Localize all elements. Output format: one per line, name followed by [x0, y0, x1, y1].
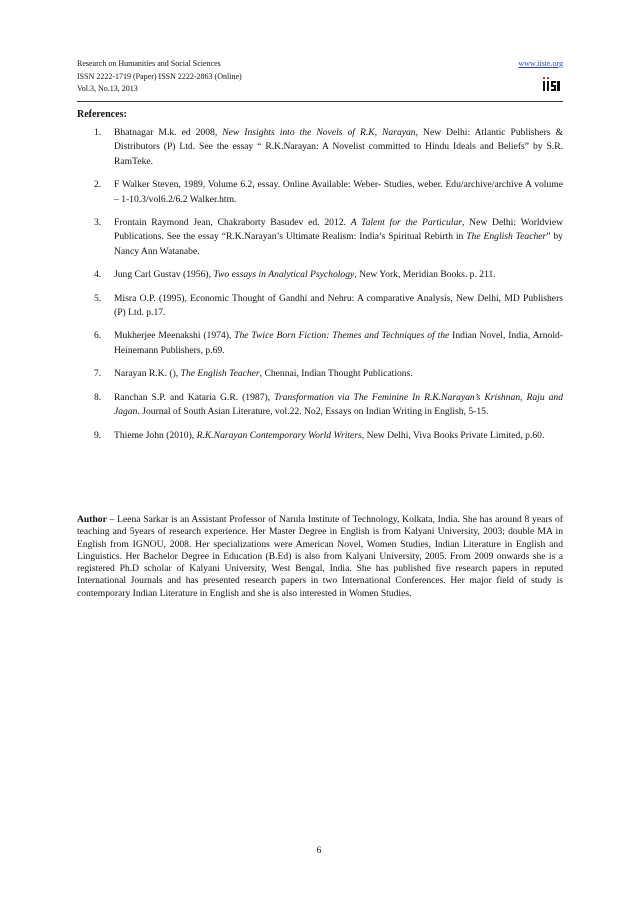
reference-number: 1. [94, 127, 102, 138]
reference-number: 2. [94, 179, 102, 191]
reference-text: Jung Carl Gustav (1956), [114, 269, 214, 281]
reference-item [77, 329, 563, 358]
reference-text: Thieme John (2010), [114, 429, 197, 441]
reference-text: ” by Nancy Ann Watanabe. [114, 231, 563, 257]
reference-number: 6. [94, 330, 102, 342]
reference-text: Narayan R.K. (), [114, 368, 181, 380]
reference-text: , New Delhi: Atlantic Publishers & Distributors (P) Ltd. See the essay “ R.K.Narayan: A Novelist committed to Hindu Ideals and Beliefs” by S.R. RamTeke. [114, 127, 563, 167]
reference-text: . Journal of South Asian Literature, vol.22. No2, Essays on Indian Writing in English, 5-15. [137, 406, 489, 418]
reference-text: Misra O.P. (1995), Economic Thought of Gandhi and Nehru: A comparative Analysis, New Delhi, MD Publishers (P) Ltd. p.17. [114, 292, 563, 319]
header-rule [77, 101, 563, 102]
reference-title: The English Teacher [466, 231, 547, 243]
journal-name: Research on Humanities and Social Sciences [77, 59, 221, 68]
reference-item [77, 292, 563, 321]
page-number: 6 [316, 846, 322, 856]
reference-text: F Walker Steven, 1989, Volume 6.2, essay. Online Available: Weber- Studies, weber. Edu/archive/archive A volume – 1-10.3/vol6.2/6.2 Walker.htm. [114, 179, 563, 205]
reference-text: Ranchan S.P. and Kataria G.R. (1987), [114, 391, 275, 403]
author-bio [77, 514, 563, 600]
reference-title: The English Teacher [180, 368, 260, 380]
reference-title: A Talent for the Particular [350, 217, 462, 229]
author-label: Author [77, 514, 107, 525]
page-header [77, 58, 563, 104]
reference-title: R.K.Narayan Contemporary World Writers [196, 429, 362, 441]
references-heading: References: [77, 109, 127, 120]
iiste-logo [541, 74, 561, 94]
reference-text: , New Delhi, Viva Books Private Limited, p.60. [361, 429, 545, 441]
author-text: – Leena Sarkar is an Assistant Professor of Narula Institute of Technology, Kolkata, India. She has around 8 years of teaching and 5years of research experience. Her Master Degree in English is from Kalyani University, 2003; double MA in English from IGNOU, 2008. Her specializations were American Novel, Women Studies, Indian Literature in English and Linguistics. Her Bachelor Degree in Education (B.Ed) is also from Kalyani University, 2005. From 2009 onwards she is a registered Ph.D scholar of Kalyani University, West Bengal, India. She has published five research papers in reputed International Journals and has presented research papers in two International Conferences. Her major field of study is contemporary Indian Literature in English and she is also interested in Women Studies. [77, 514, 563, 599]
reference-item [77, 367, 563, 381]
reference-item [77, 429, 563, 443]
reference-number: 8. [94, 391, 102, 403]
issn-line: ISSN 2222-1719 (Paper) ISSN 2222-2863 (Online) [77, 71, 242, 81]
reference-item [77, 126, 563, 169]
reference-text: Bhatnagar M.k. ed 2008, [114, 127, 223, 138]
reference-item [77, 216, 563, 259]
reference-text: , Chennai, Indian Thought Publications. [259, 368, 413, 380]
reference-number: 5. [94, 292, 102, 304]
reference-list [77, 126, 563, 452]
reference-item [77, 268, 563, 282]
reference-item [77, 391, 563, 420]
reference-number: 7. [94, 368, 102, 380]
reference-title: Transformation via The Feminine In R.K.Narayan’s Krishnan, Raju and Jagan [114, 391, 564, 418]
journal-url-link[interactable]: www.iiste.org [518, 59, 563, 68]
reference-title: Two essays in Analytical Psychology [213, 269, 355, 281]
reference-text: Indian Novel, India, Arnold-Heinemann Publishers, p.69. [114, 330, 563, 356]
reference-text: , New York, Meridian Books. p. 211. [354, 269, 496, 281]
reference-title: New Insights into the Novels of R.K, Narayan [222, 127, 416, 138]
reference-text: , New Delhi: Worldview Publications. See the essay “R.K.Narayan’s Ultimate Realism: India’s Spiritual Rebirth in [114, 217, 563, 243]
reference-number: 3. [94, 217, 102, 229]
reference-text: Mukherjee Meenakshi (1974), [114, 330, 235, 342]
reference-number: 4. [94, 269, 102, 281]
reference-text: Frontain Raymond Jean, Chakraborty Basudev ed. 2012. [114, 217, 351, 229]
reference-item [77, 178, 563, 207]
reference-number: 9. [94, 429, 102, 441]
reference-title: The Twice Born Fiction: Themes and Techniques of the [234, 330, 450, 342]
volume-line: Vol.3, No.13, 2013 [77, 84, 138, 93]
